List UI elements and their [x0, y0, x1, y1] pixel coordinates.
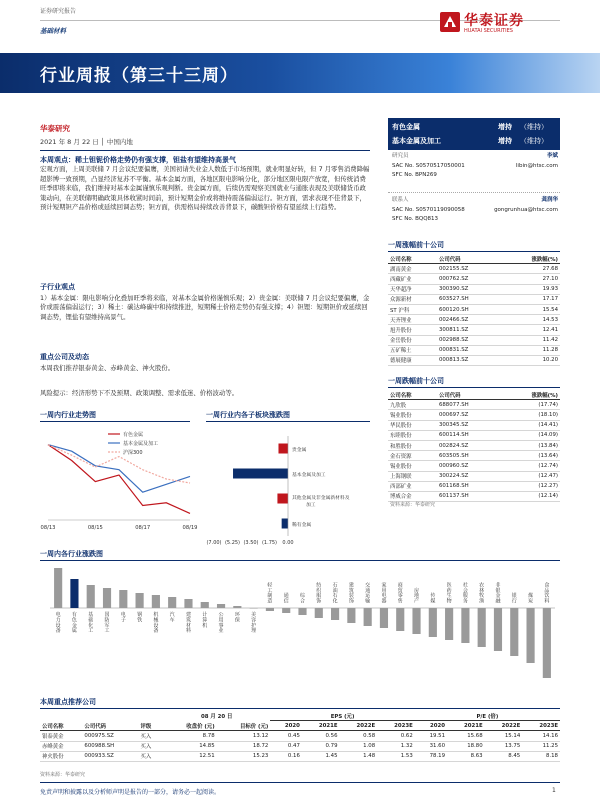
- recommend-cell: 0.62: [377, 731, 415, 741]
- industry-category-label: 机械设备: [153, 612, 159, 635]
- rating-1: 增持: [498, 123, 512, 131]
- gainers-row: [388, 294, 560, 304]
- industry-category-label: 农林牧渔: [479, 582, 485, 605]
- losers-cell: 300224.SZ: [437, 471, 502, 481]
- recommend-group-header: [40, 711, 560, 721]
- industry-category-label: 有色金属: [71, 612, 77, 635]
- recommend-header-cell: 公司代码: [82, 721, 138, 731]
- gainers-cell: 14.53: [502, 315, 560, 325]
- industry-bar: [233, 606, 241, 608]
- industry-bar: [70, 579, 78, 608]
- losers-cell: 600114.SH: [437, 430, 502, 440]
- industry-bar: [87, 585, 95, 608]
- disclaimer: 免责声明和披露以及分析师声明是报告的一部分，请务必一起阅读。: [40, 789, 221, 796]
- logo-en: HUATAI SECURITIES: [464, 28, 513, 34]
- industry-bar: [136, 593, 144, 608]
- focus-text: 本周我们推荐银泰黄金、赤峰黄金、神火股份。: [40, 364, 175, 372]
- losers-cell: 000960.SZ: [437, 461, 502, 471]
- legend-label: 沪深300: [123, 450, 143, 456]
- gainers-cell: 27.68: [502, 264, 560, 274]
- industry-bar: [266, 608, 274, 611]
- industry-bar: [168, 597, 176, 608]
- analyst-email[interactable]: gongrunhua@htsc.com: [494, 207, 558, 213]
- losers-cell: 300345.SZ: [437, 420, 502, 430]
- logo-cn: 华泰证券: [464, 13, 524, 29]
- recommend-cell: 31.60: [415, 741, 447, 751]
- rating-note-2: （维持）: [520, 137, 548, 145]
- recommend-cell: 买入: [138, 741, 163, 751]
- industry-category-label: 石油石化: [332, 582, 338, 605]
- gainers-cell: 11.28: [502, 345, 560, 355]
- gainers-cell: 15.54: [502, 304, 560, 314]
- x-tick-label: (5.25): [224, 540, 241, 546]
- losers-cell: 九欣股: [388, 400, 437, 410]
- pe-head: P/E (倍): [415, 711, 560, 721]
- gainers-divider: [388, 251, 560, 252]
- industry-category-label: 建筑材料: [185, 612, 191, 635]
- industry-category-label: 轻工制造: [267, 582, 273, 605]
- recommend-cell: 0.58: [340, 731, 378, 741]
- recommend-source: 资料来源：华泰研究: [40, 772, 86, 778]
- weekly-chart-title: 一周内行业走势图: [40, 411, 96, 419]
- losers-row: [388, 471, 560, 481]
- x-tick-label: 08/17: [135, 525, 151, 531]
- recommend-cell: 1.08: [340, 741, 378, 751]
- sector-bar: [282, 519, 288, 529]
- sector-bar: [233, 469, 288, 479]
- recommend-header-cell: 2020: [415, 721, 447, 731]
- industry-chart-title: 一周内各行业涨跌图: [40, 550, 103, 558]
- losers-row: [388, 481, 560, 491]
- recommend-header-cell: 2022E: [340, 721, 378, 731]
- focus-heading: 重点公司及动态: [40, 353, 89, 361]
- recommend-cell: 神火股份: [40, 751, 82, 761]
- recommend-cell: 18.72: [217, 741, 271, 751]
- gainers-cell: 002155.SZ: [437, 264, 502, 274]
- recommend-cell: 78.19: [415, 751, 447, 761]
- industry-bar: [543, 608, 551, 678]
- industry-category-label: 计算机: [202, 612, 208, 629]
- recommend-header-cell: 公司名称: [40, 721, 82, 731]
- industry-category-label: 房地产: [414, 587, 420, 605]
- losers-row: [388, 451, 560, 461]
- analyst-sac: SAC No. S0570517050001: [392, 163, 465, 169]
- recommend-cell: 1.45: [302, 751, 340, 761]
- sector-bar: [278, 444, 288, 454]
- gainers-cell: 德展健康: [388, 355, 437, 365]
- gainers-row: [388, 325, 560, 335]
- industry-bar: [429, 608, 437, 637]
- gainers-cell: 金岳股份: [388, 335, 437, 345]
- gainers-cell: 众源新材: [388, 294, 437, 304]
- losers-cell: 601137.SH: [437, 491, 502, 501]
- recommend-cell: 0.56: [302, 731, 340, 741]
- gainers-title: 一周涨幅前十公司: [388, 241, 444, 249]
- x-tick-label: 08/19: [182, 525, 198, 531]
- gainers-cell: 000813.SZ: [437, 355, 502, 365]
- losers-row: [388, 410, 560, 420]
- recommend-cell: 银泰黄金: [40, 731, 82, 741]
- footer-divider: [40, 782, 560, 783]
- core-view-text: 宏观方面，上周美联储 7 月会议纪要偏鹰，美国初请失业金人数低于市场预期，就业明显好转，但 7 月零售消费降幅超影博一致预期，凸显经济复苏不平衡。基本金属方面，各地区限电影响分化，部分地区限电限产放宽，但传统消费旺季即将来临，我们维持对基本金属谨慎乐观判断。贵金属方面，后续仍需观察美国就业与通胀表现及美联储货币政策动向，在美联储明确政策具体收紧时间前，预计短期金价或将维持震荡偏弱运行。钽方面，需求表现不佳背景下，预计短期钽产品价格或延续回调态势；钽方面，供需格局持续改善背景下，碳酸钽价格有望延续上行趋势。: [40, 165, 370, 212]
- losers-source: 资料来源：华泰研究: [390, 502, 436, 508]
- gainers-cell: 002988.SZ: [437, 335, 502, 345]
- losers-cell: (18.10): [502, 410, 560, 420]
- gainers-row: [388, 345, 560, 355]
- industry-category-label: 钢铁: [137, 612, 143, 624]
- recommend-cell: 15.14: [485, 731, 523, 741]
- core-view-heading: 本周观点：: [40, 156, 75, 164]
- gainers-cell: 600120.SH: [437, 304, 502, 314]
- industry-bar: [396, 608, 404, 631]
- industry-bar: [152, 595, 160, 608]
- gainers-row: [388, 335, 560, 345]
- industry-category-label: 纺织服饰: [316, 582, 322, 605]
- losers-cell: (12.14): [502, 491, 560, 501]
- sector-category-label: 基本金属及加工: [292, 473, 326, 478]
- industry-category-label: 综合: [299, 593, 306, 605]
- gainers-cell: 603527.SH: [437, 294, 502, 304]
- gainers-header-row: [388, 254, 560, 264]
- industry-category-label: 食品饮料: [544, 582, 550, 605]
- rating-sector-2: 基本金属及加工: [392, 137, 441, 145]
- industry-bar: [250, 608, 258, 609]
- core-view-headline: 稀土钽铌价格走势仍有强支撑，钽盐有望维持高景气: [75, 156, 236, 164]
- losers-cell: (13.64): [502, 451, 560, 461]
- sub-view-text: 1）基本金属：限电影响分化叠加旺季将来临，对基本金属价格谨慎乐观；2）贵金属：美联储 7 月会议纪要偏鹰，金价或震荡偏弱运行；3）稀土：碳达峰碳中和持续推进，短期稀土价格走势仍有强支撑；4）钽锂：短期钽价或延续回调态势，锂盐有望维持高景气。: [40, 294, 370, 321]
- eps-head: EPS (元): [270, 711, 414, 721]
- losers-header-cell: 公司名称: [388, 390, 437, 400]
- industry-category-label: 煤炭: [528, 593, 534, 605]
- recommend-header-row: [40, 721, 560, 731]
- gainers-cell: 11.42: [502, 335, 560, 345]
- industry-category-label: 电子: [120, 612, 126, 624]
- industry-bar: [380, 608, 388, 628]
- gainers-cell: 000762.SZ: [437, 274, 502, 284]
- recommend-cell: 1.53: [377, 751, 415, 761]
- losers-cell: 000697.SZ: [437, 410, 502, 420]
- left-divider: [40, 150, 370, 151]
- recommend-header-cell: 评级: [138, 721, 163, 731]
- losers-cell: (17.74): [502, 400, 560, 410]
- x-tick-label: 0.00: [282, 540, 294, 546]
- losers-cell: (14.41): [502, 420, 560, 430]
- recommend-row: [40, 751, 560, 761]
- recommend-cell: 赤峰黄金: [40, 741, 82, 751]
- gainers-cell: 000831.SZ: [437, 345, 502, 355]
- recommend-cell: 0.79: [302, 741, 340, 751]
- industry-category-label: 电力设备: [55, 612, 61, 635]
- page-number: 1: [552, 787, 556, 794]
- industry-category-label: 建筑装饰: [348, 582, 354, 605]
- recommend-cell: 19.51: [415, 731, 447, 741]
- industry-category-label: 交通运输: [365, 582, 371, 605]
- analyst-name: 龚润华: [541, 197, 558, 203]
- industry-bar: [315, 608, 323, 618]
- page-title: 行业周报（第三十三周）: [40, 66, 238, 86]
- sector-bar-chart: [200, 430, 372, 548]
- analyst-sac: SAC No. S0570119090058: [392, 207, 465, 213]
- recommend-cell: 13.12: [217, 731, 271, 741]
- weekly-chart-divider: [40, 421, 190, 422]
- recommend-row: [40, 731, 560, 741]
- industry-bar: [478, 608, 486, 647]
- recommend-cell: 0.47: [270, 741, 302, 751]
- industry-bar: [298, 608, 306, 615]
- industry-bar: [412, 608, 420, 634]
- industry-bar: [54, 568, 62, 608]
- losers-row: [388, 461, 560, 471]
- recommend-header-cell: 2021E: [447, 721, 485, 731]
- losers-cell: 上海钢联: [388, 471, 437, 481]
- legend-label: 基本金属及加工: [123, 441, 159, 447]
- gainers-row: [388, 355, 560, 365]
- industry-category-label: 非银金融: [495, 582, 501, 605]
- recommend-cell: 15.68: [447, 731, 485, 741]
- sector-category-label: 其他金属及非金属新材料及加工: [292, 496, 350, 508]
- recommend-cell: 12.51: [163, 751, 217, 761]
- losers-cell: 603505.SH: [437, 451, 502, 461]
- gainers-cell: 19.93: [502, 284, 560, 294]
- sector-tag: 基础材料: [40, 27, 66, 35]
- losers-cell: 688077.SH: [437, 400, 502, 410]
- losers-table: [388, 390, 560, 502]
- gainers-header-cell: 公司代码: [437, 254, 502, 264]
- analyst-name: 李斌: [546, 153, 558, 159]
- sector-bar-divider: [206, 421, 370, 422]
- industry-category-label: 汽车: [169, 612, 175, 624]
- report-type: 证券研究报告: [40, 8, 77, 15]
- losers-cell: (14.09): [502, 430, 560, 440]
- industry-category-label: 国防军工: [104, 612, 110, 635]
- recommend-cell: 14.85: [163, 741, 217, 751]
- sector-category-label: 贵金属: [292, 448, 307, 453]
- losers-row: [388, 400, 560, 410]
- recommend-cell: 8.78: [163, 731, 217, 741]
- industry-category-label: 社会服务: [462, 582, 468, 605]
- losers-cell: (12.27): [502, 481, 560, 491]
- industry-chart-divider: [40, 560, 560, 561]
- recommend-cell: 15.23: [217, 751, 271, 761]
- recommend-header-cell: 2022E: [485, 721, 523, 731]
- title-band: [0, 53, 600, 93]
- recommend-table: [40, 711, 560, 762]
- rating-2: 增持: [498, 137, 512, 145]
- industry-bar: [201, 602, 209, 608]
- rating-box: [388, 118, 560, 150]
- recommend-cell: 000975.SZ: [82, 731, 138, 741]
- industry-bar: [364, 608, 372, 626]
- analyst-1: [388, 152, 560, 192]
- recommend-cell: 8.18: [522, 751, 560, 761]
- losers-row: [388, 420, 560, 430]
- gainers-cell: ST 沪科: [388, 304, 437, 314]
- gainers-header-cell: 公司名称: [388, 254, 437, 264]
- losers-header-cell: 公司代码: [437, 390, 502, 400]
- losers-divider: [388, 387, 560, 388]
- analyst-role: 研究员: [392, 153, 409, 159]
- sub-view-heading: 子行业观点: [40, 283, 75, 291]
- recommend-cell: 600988.SH: [82, 741, 138, 751]
- losers-cell: 002824.SZ: [437, 440, 502, 450]
- gainers-cell: 002466.SZ: [437, 315, 502, 325]
- analyst-2: [388, 192, 560, 235]
- date-head: 08 月 20 日: [200, 713, 233, 720]
- gainers-cell: 天华超净: [388, 284, 437, 294]
- logo: [440, 10, 560, 36]
- legend-label: 有色金属: [123, 432, 144, 438]
- industry-bar: [103, 588, 111, 608]
- gainers-cell: 五矿稀土: [388, 345, 437, 355]
- losers-row: [388, 440, 560, 450]
- industry-bar: [217, 604, 225, 608]
- losers-cell: 锡业股份: [388, 461, 437, 471]
- recommend-header-cell: 2023E: [522, 721, 560, 731]
- losers-cell: (13.84): [502, 440, 560, 450]
- recommend-cell: 0.45: [270, 731, 302, 741]
- industry-category-label: 传媒: [430, 593, 436, 605]
- industry-bar: [331, 608, 339, 620]
- sector-bar-title: 一周行业内各子板块涨跌图: [206, 411, 290, 419]
- recommend-cell: 8.63: [447, 751, 485, 761]
- core-view: [40, 156, 370, 212]
- industry-category-label: 商贸零售: [397, 582, 403, 605]
- industry-category-label: 基础化工: [88, 612, 94, 635]
- industry-category-label: 家用电器: [381, 582, 387, 605]
- gainers-cell: 12.41: [502, 325, 560, 335]
- industry-category-label: 公用事业: [218, 612, 224, 635]
- recommend-row: [40, 741, 560, 751]
- gainers-header-cell: 涨跌幅(%): [502, 254, 560, 264]
- recommend-cell: 1.32: [377, 741, 415, 751]
- recommend-cell: 买入: [138, 751, 163, 761]
- industry-category-label: 美容护理: [251, 612, 257, 635]
- x-tick-label: 08/15: [87, 525, 103, 531]
- recommend-cell: 0.16: [270, 751, 302, 761]
- analyst-role: 联系人: [392, 197, 409, 203]
- rating-note-1: （维持）: [520, 123, 548, 131]
- analysts: [388, 152, 560, 235]
- industry-bar: [526, 608, 534, 663]
- recommend-cell: 13.75: [485, 741, 523, 751]
- industry-bar: [347, 608, 355, 623]
- losers-cell: 601168.SH: [437, 481, 502, 491]
- industry-bar: [461, 608, 469, 643]
- gainers-table: [388, 254, 560, 366]
- gainers-cell: 10.20: [502, 355, 560, 365]
- gainers-cell: 西藏矿业: [388, 274, 437, 284]
- recommend-cell: 000933.SZ: [82, 751, 138, 761]
- losers-title: 一周跌幅前十公司: [388, 377, 444, 385]
- gainers-cell: 天齐锂业: [388, 315, 437, 325]
- industry-category-label: 环保: [234, 612, 240, 624]
- industry-bar: [510, 608, 518, 656]
- recommend-cell: 买入: [138, 731, 163, 741]
- analyst-sfc: SFC No. BQQ813: [392, 216, 439, 222]
- losers-row: [388, 430, 560, 440]
- research-label: 华泰研究: [40, 124, 70, 133]
- gainers-row: [388, 274, 560, 284]
- industry-bar-chart: [40, 564, 560, 682]
- huatai-logo-icon: [440, 12, 460, 32]
- gainers-cell: 300811.SZ: [437, 325, 502, 335]
- risk-text: 风险提示：经济形势下不及预期、政策调整、需求低迷、价格波动等。: [40, 389, 239, 397]
- x-tick-label: (7.00): [206, 540, 222, 546]
- losers-cell: 华民股份: [388, 420, 437, 430]
- x-tick-label: (1.75): [261, 540, 278, 546]
- industry-bar: [445, 608, 453, 640]
- losers-header-cell: 涨跌幅(%): [502, 390, 560, 400]
- gainers-cell: 旭升股份: [388, 325, 437, 335]
- losers-cell: (12.47): [502, 471, 560, 481]
- gainers-row: [388, 315, 560, 325]
- industry-category-label: 银行: [511, 593, 517, 605]
- rating-sector-1: 有色金属: [392, 123, 420, 131]
- x-tick-label: 08/13: [40, 525, 56, 531]
- gainers-cell: 湖南黄金: [388, 264, 437, 274]
- gainers-row: [388, 284, 560, 294]
- recommend-cell: 8.45: [485, 751, 523, 761]
- recommend-header-cell: 2021E: [302, 721, 340, 731]
- gainers-row: [388, 264, 560, 274]
- recommend-title: 本周重点推荐公司: [40, 698, 96, 706]
- recommend-cell: 1.48: [340, 751, 378, 761]
- gainers-cell: 17.17: [502, 294, 560, 304]
- industry-category-label: 通信: [283, 593, 289, 605]
- industry-category-label: 医药生物: [446, 582, 452, 605]
- losers-header-row: [388, 390, 560, 400]
- recommend-header-cell: 2023E: [377, 721, 415, 731]
- recommend-cell: 14.16: [522, 731, 560, 741]
- losers-cell: 西部矿业: [388, 481, 437, 491]
- gainers-cell: 27.10: [502, 274, 560, 284]
- recommend-cell: 18.80: [447, 741, 485, 751]
- industry-bar: [119, 590, 127, 608]
- industry-bar: [184, 599, 192, 608]
- losers-cell: 博威合金: [388, 491, 437, 501]
- losers-cell: 和胜股份: [388, 440, 437, 450]
- sector-bar: [277, 494, 288, 504]
- gainers-row: [388, 304, 560, 314]
- recommend-header-cell: 目标价 (元): [217, 721, 271, 731]
- recommend-divider: [40, 708, 560, 709]
- x-tick-label: (3.50): [243, 540, 259, 546]
- recommend-cell: 11.25: [522, 741, 560, 751]
- sector-category-label: 稀有金属: [292, 523, 312, 528]
- recommend-header-cell: 收盘价 (元): [163, 721, 217, 731]
- weekly-line-chart: [40, 430, 198, 540]
- losers-cell: (12.74): [502, 461, 560, 471]
- analyst-sfc: SFC No. BPN269: [392, 172, 437, 178]
- analyst-email[interactable]: libin@htsc.com: [515, 163, 558, 169]
- losers-cell: 东睦股份: [388, 430, 437, 440]
- losers-cell: 锡业股份: [388, 410, 437, 420]
- recommend-header-cell: 2020: [270, 721, 302, 731]
- gainers-cell: 300390.SZ: [437, 284, 502, 294]
- industry-bar: [282, 608, 290, 613]
- industry-bar: [494, 608, 502, 651]
- losers-cell: 金石资源: [388, 451, 437, 461]
- date-line: 2021 年 8 月 22 日 │ 中国内地: [40, 138, 133, 146]
